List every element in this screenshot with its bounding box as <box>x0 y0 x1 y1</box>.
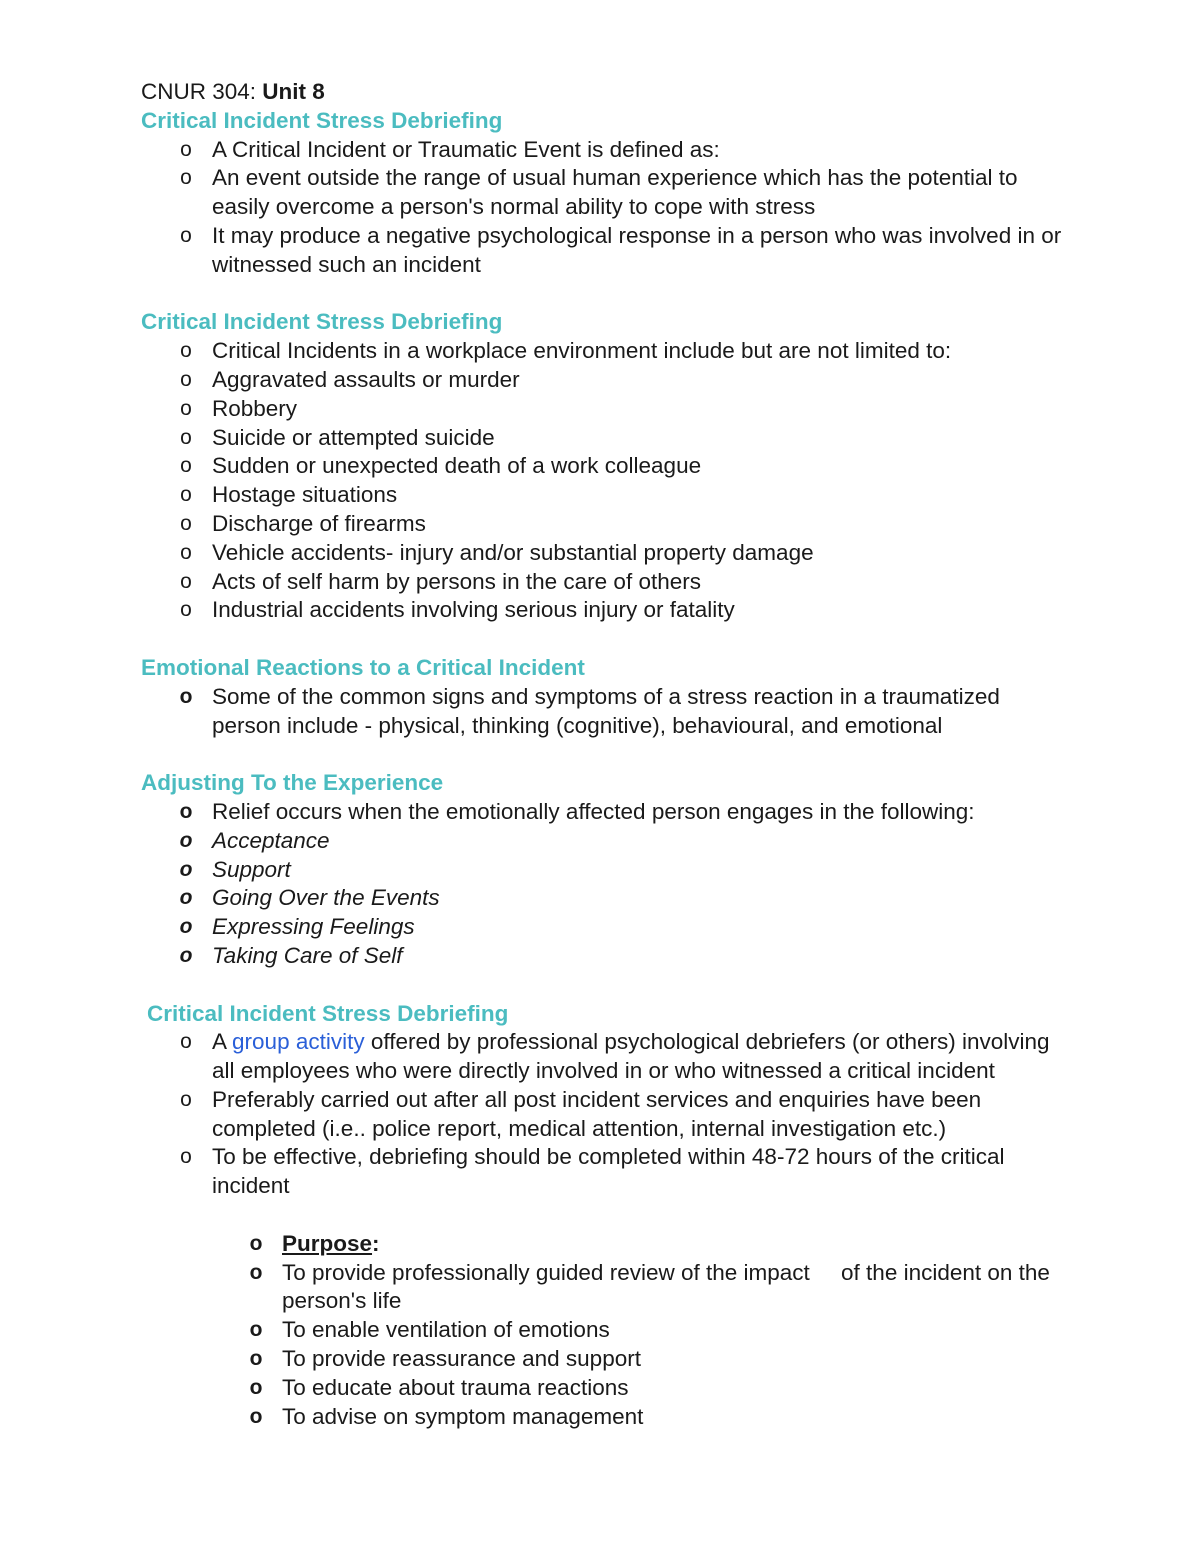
circle-bullet-icon: o <box>180 569 192 593</box>
list-item: o Acceptance <box>212 827 1071 856</box>
circle-bullet-icon: o <box>249 1260 263 1284</box>
list-item: o Aggravated assaults or murder <box>212 366 1071 395</box>
circle-bullet-icon: o <box>179 915 193 939</box>
section-heading: Critical Incident Stress Debriefing <box>141 309 503 335</box>
circle-bullet-icon: o <box>249 1318 263 1342</box>
list-item: o Relief occurs when the emotionally affected person engages in the following: <box>212 798 1071 827</box>
list-item: o To provide reassurance and support <box>282 1345 1071 1374</box>
list-item: o Sudden or unexpected death of a work colleague <box>212 452 1071 481</box>
section-heading: Adjusting To the Experience <box>141 770 444 796</box>
document-title <box>141 78 1071 107</box>
circle-bullet-icon: o <box>179 943 193 967</box>
circle-bullet-icon: o <box>180 223 192 247</box>
list-item: o Critical Incidents in a workplace environment include but are not limited to: <box>212 337 1071 366</box>
list-item: o Vehicle accidents- injury and/or substantial property damage <box>212 539 1071 568</box>
section-debriefing <box>141 1000 1071 1432</box>
document-page <box>141 78 1071 1460</box>
circle-bullet-icon: o <box>179 857 193 881</box>
spacer <box>141 1201 1071 1230</box>
circle-bullet-icon: o <box>180 339 192 363</box>
list-item: o Robbery <box>212 395 1071 424</box>
reaction-list <box>141 683 1071 741</box>
circle-bullet-icon: o <box>179 799 193 823</box>
section-adjusting <box>141 769 1071 971</box>
circle-bullet-icon: o <box>180 454 192 478</box>
list-item: o To advise on symptom management <box>282 1403 1071 1432</box>
list-item: o Support <box>212 856 1071 885</box>
unit-label: Unit 8 <box>262 79 325 104</box>
list-item: o Preferably carried out after all post incident services and enquiries have been completed (i.e.. police report, medical attention, internal investigation etc.) <box>212 1086 1071 1144</box>
section-heading: Emotional Reactions to a Critical Incident <box>141 654 585 680</box>
circle-bullet-icon: o <box>180 1087 192 1111</box>
circle-bullet-icon: o <box>249 1347 263 1371</box>
group-activity-link[interactable]: group activity <box>232 1029 365 1055</box>
list-item: o Going Over the Events <box>212 884 1071 913</box>
section-emotional-reactions <box>141 654 1071 740</box>
list-item: o To be effective, debriefing should be completed within 48-72 hours of the critical incident <box>212 1143 1071 1201</box>
list-item: o Expressing Feelings <box>212 913 1071 942</box>
section-definition <box>141 107 1071 280</box>
circle-bullet-icon: o <box>179 886 193 910</box>
circle-bullet-icon: o <box>180 511 192 535</box>
purpose-list <box>141 1230 1071 1432</box>
list-item: o A Critical Incident or Traumatic Event is defined as: <box>212 136 1071 165</box>
list-item: o Discharge of firearms <box>212 510 1071 539</box>
circle-bullet-icon: o <box>249 1231 263 1255</box>
incident-list <box>141 337 1071 625</box>
circle-bullet-icon: o <box>249 1404 263 1428</box>
list-item: o An event outside the range of usual human experience which has the potential to easily overcome a person's normal ability to cope with stress <box>212 164 1071 222</box>
list-item: o Hostage situations <box>212 481 1071 510</box>
section-heading: Critical Incident Stress Debriefing <box>141 107 503 133</box>
list-item: o Some of the common signs and symptoms of a stress reaction in a traumatized person include - physical, thinking (cognitive), behavioural, and emotional <box>179 683 1000 738</box>
circle-bullet-icon: o <box>249 1375 263 1399</box>
circle-bullet-icon: o <box>180 425 192 449</box>
circle-bullet-icon: o <box>180 396 192 420</box>
circle-bullet-icon: o <box>180 1145 192 1169</box>
purpose-label: Purpose <box>282 1230 373 1256</box>
definition-list <box>141 136 1071 280</box>
section-workplace-incidents <box>141 308 1071 625</box>
debriefing-list <box>141 1028 1071 1201</box>
list-item: o Suicide or attempted suicide <box>212 424 1071 453</box>
list-item: o It may produce a negative psychological response in a person who was involved in or witnessed such an incident <box>212 222 1071 280</box>
circle-bullet-icon: o <box>180 483 192 507</box>
circle-bullet-icon: o <box>180 166 192 190</box>
circle-bullet-icon: o <box>180 1030 192 1054</box>
circle-bullet-icon: o <box>180 540 192 564</box>
list-item: o To enable ventilation of emotions <box>282 1316 1071 1345</box>
circle-bullet-icon: o <box>180 598 192 622</box>
section-heading: Critical Incident Stress Debriefing <box>147 1000 509 1026</box>
list-item: o Industrial accidents involving serious injury or fatality <box>212 596 1071 625</box>
list-item: o Acts of self harm by persons in the care of others <box>212 568 1071 597</box>
circle-bullet-icon: o <box>179 828 193 852</box>
list-item: o To provide professionally guided review of the impact of the incident on the person's life <box>249 1259 1057 1314</box>
course-code: CNUR 304: <box>141 79 263 104</box>
list-item: o Taking Care of Self <box>212 942 1071 971</box>
list-item: o To educate about trauma reactions <box>282 1374 1071 1403</box>
circle-bullet-icon: o <box>179 684 193 708</box>
list-item: o A group activity offered by professional psychological debriefers (or others) involving all employees who were directly involved in or who witnessed a critical incident <box>212 1028 1071 1086</box>
list-item: o Purpose: <box>282 1230 1071 1259</box>
adjusting-list <box>141 798 1071 971</box>
circle-bullet-icon: o <box>180 367 192 391</box>
circle-bullet-icon: o <box>180 137 192 161</box>
